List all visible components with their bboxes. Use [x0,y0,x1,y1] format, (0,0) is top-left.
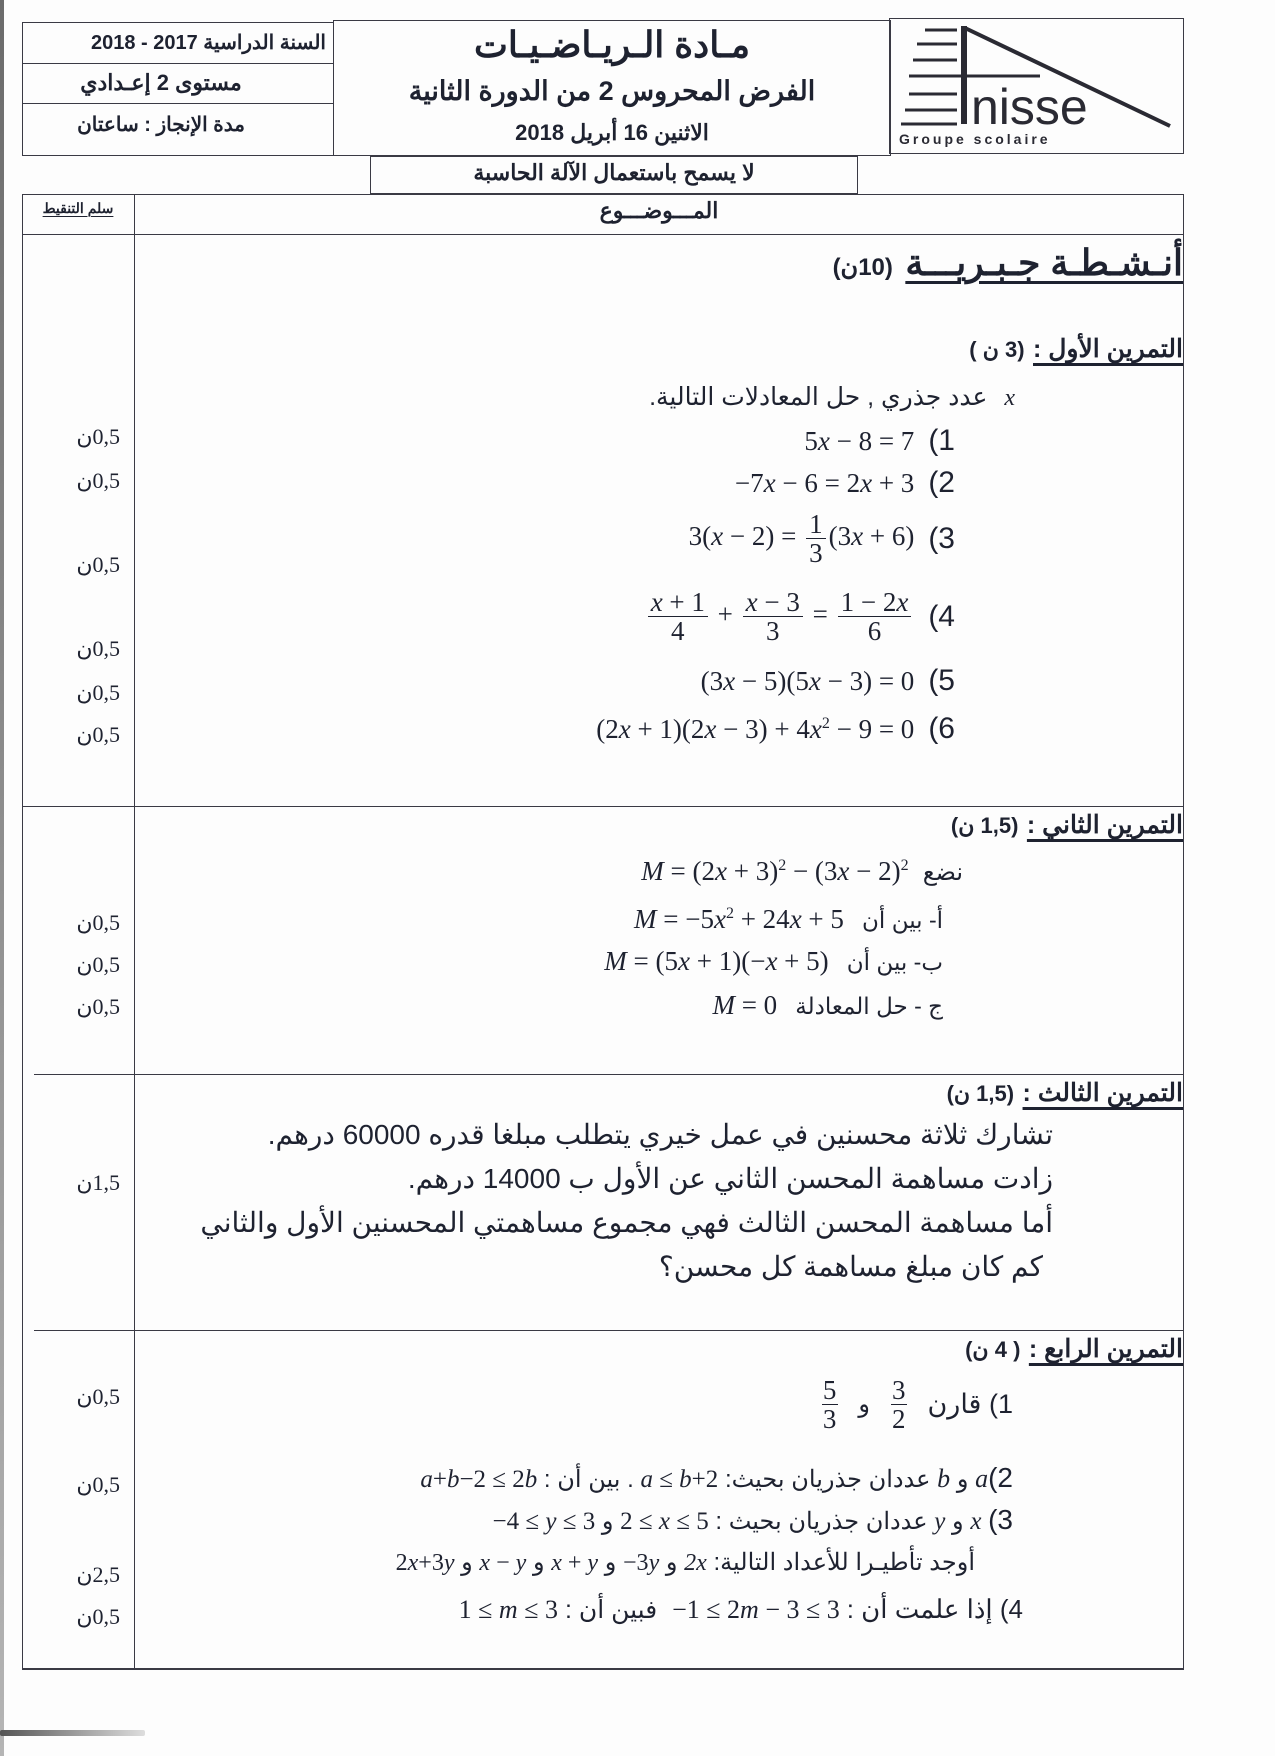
row-divider [34,1330,1184,1331]
exercise4-q4: 4) إذا علمت أن : −1 ≤ 2m − 3 ≤ 3 فبين أن : 1 ≤ m ≤ 3 [458,1594,1023,1624]
exam-title: الفرض المحروس 2 من الدورة الثانية [408,76,816,106]
score-ex4-q1: 0,5ن [76,1384,120,1409]
exercise4-q3: 3) x و y عددان جذريان بحيث : 2 ≤ x ≤ 5 و −4 ≤ y ≤ 3 [492,1504,1013,1535]
q1-label: 1) قارن [927,1389,1013,1420]
score-ex4-q4: 0,5ن [76,1604,120,1629]
exercise4-title: التمرين الرابع : [1028,1335,1183,1363]
score-ex4-q3: 2,5ن [76,1562,120,1587]
exercise2-points: (1,5 ن) [950,813,1019,838]
scale-column-divider [134,194,135,1670]
equation-3: 3(x − 2) = $\frac{1}{3}$ (3x + 6) (3 [688,509,955,569]
exercise1-heading [969,334,1183,364]
school-logo [895,24,1180,150]
set-label: نضع [922,859,963,886]
logo-graphic [895,24,1180,150]
topic-column-header: المـــوضـــوع [599,198,719,223]
score-ex1-q3: 0,5ن [76,552,120,577]
divider [22,63,334,64]
part-label: ب- بين أن [846,949,943,975]
scale-column-header: سلم التنقيط [42,200,114,216]
level: مستوى 2 إعـدادي [80,70,242,95]
exercise3-points: (1,5 ن) [946,1081,1015,1106]
exercise2-heading [951,810,1183,840]
q3-ask: أوجد تأطيـرا للأعداد التالية: [713,1549,975,1576]
exercise3-heading [947,1078,1183,1108]
exercise2-part-a: أ- بين أن $M = -5x^2 + 24x + 5$ [634,904,943,934]
exercise1-intro [649,382,1015,412]
equation-5: (3x − 5)(5x − 3) = 0 (5 [700,664,955,697]
exercise4-points: ( 4 ن) [965,1337,1021,1362]
duration: مدة الإنجاز : ساعتان [77,114,245,136]
exercise4-q2: 2)a و b عددان جذريان بحيث: a ≤ b+2 . بين أن : a+b−2 ≤ 2b [420,1462,1013,1493]
table-header-divider [22,234,1184,235]
exercise2-part-c: ج - حل المعادلة M = 0 [712,990,943,1020]
exercise1-title: التمرين الأول : [1033,335,1183,363]
exercise4-heading [965,1334,1183,1364]
score-ex2-b: 0,5ن [76,952,120,977]
divider [22,103,334,104]
score-ex1-q6: 0,5ن [76,722,120,747]
exercise2-definition: نضع $M = (2x + 3)^2 - (3x - 2)^2$ [641,856,963,886]
score-ex1-q4: 0,5ن [76,636,120,661]
exercise4-q1: 1) قارن $\frac{3}{2}$ و $\frac{5}{3}$ [822,1375,1013,1435]
q4-then: فبين أن : [564,1596,658,1624]
score-ex3: 1,5ن [76,1170,120,1195]
school-year: السنة الدراسية 2017 - 2018 [90,32,326,54]
subject-title: مـادة الـريـاضـيـات [474,24,750,65]
conjunction: و [858,1391,870,1419]
part-label: ج - حل المعادلة [795,993,943,1019]
equation-6: $(2x + 1)(2x - 3) + 4x^2 - 9 = 0$ (6 [596,712,955,745]
equation-number: (5 [928,664,955,697]
part-label: أ- بين أن [862,907,943,933]
exercise2-part-b: ب- بين أن M = (5x + 1)(−x + 5) [604,946,943,976]
scan-shadow [0,1730,145,1736]
equation-1: 5x − 8 = 7 (1 [804,424,955,457]
exercise4-q3-ask: أوجد تأطيـرا للأعداد التالية: 2x و −3y و x + y و x − y و 2x+3y [395,1549,975,1576]
exam-table [22,194,1184,1670]
row-divider [34,1074,1184,1075]
exercise3-line-4: كم كان مبلغ مساهمة كل محسن؟ [658,1251,1043,1282]
section-points: (10ن) [832,254,893,281]
svg-text:nisse: nisse [971,79,1088,135]
intro-variable: x [1004,385,1015,411]
equation-number: (6 [928,712,955,745]
exam-date: الاثنين 16 أبريل 2018 [515,120,709,145]
scan-edge [0,0,4,1756]
equation-4: $\frac{x + 1}{4}$ + $\frac{x - 3}{3}$ = $\frac{1 - 2x}{6}$ (4 [645,588,955,646]
score-ex1-q2: 0,5ن [76,468,120,493]
exercise1-points: (3 ن ) [969,337,1025,362]
exercise2-title: التمرين الثاني : [1026,811,1183,839]
section-title: أنـشـطـة جـبـريـــة [905,242,1183,283]
exercise3-line-1: تشارك ثلاثة محسنين في عمل خيري يتطلب مبلغا قدره 60000 درهم. [267,1119,1053,1150]
score-ex2-a: 0,5ن [76,910,120,935]
exercise3-line-2: زادت مساهمة المحسن الثاني عن الأول ب 14000 درهم. [407,1163,1053,1194]
equation-number: (2 [928,466,955,499]
q4-label: 4) إذا علمت أن : [846,1594,1023,1624]
score-ex1-q1: 0,5ن [76,424,120,449]
exercise3-title: التمرين الثالث : [1022,1079,1183,1107]
equation-number: (1 [928,424,955,457]
section-heading [833,242,1183,284]
score-ex2-c: 0,5ن [76,994,120,1019]
intro-text: عدد جذري , حل المعادلات التالية. [649,383,988,411]
equation-2: −7x − 6 = 2x + 3 (2 [734,466,955,499]
score-ex4-q2: 0,5ن [76,1472,120,1497]
calculator-notice: لا يسمح باستعمال الآلة الحاسبة [370,160,858,186]
equation-number: (3 [928,521,955,555]
row-divider [22,806,1184,807]
equation-number: (4 [928,599,955,633]
exercise3-line-3: أما مساهمة المحسن الثالث فهي مجموع مساهمتي المحسنين الأول والثاني [200,1207,1053,1238]
score-ex1-q5: 0,5ن [76,680,120,705]
svg-text:Groupe scolaire: Groupe scolaire [899,131,1051,147]
